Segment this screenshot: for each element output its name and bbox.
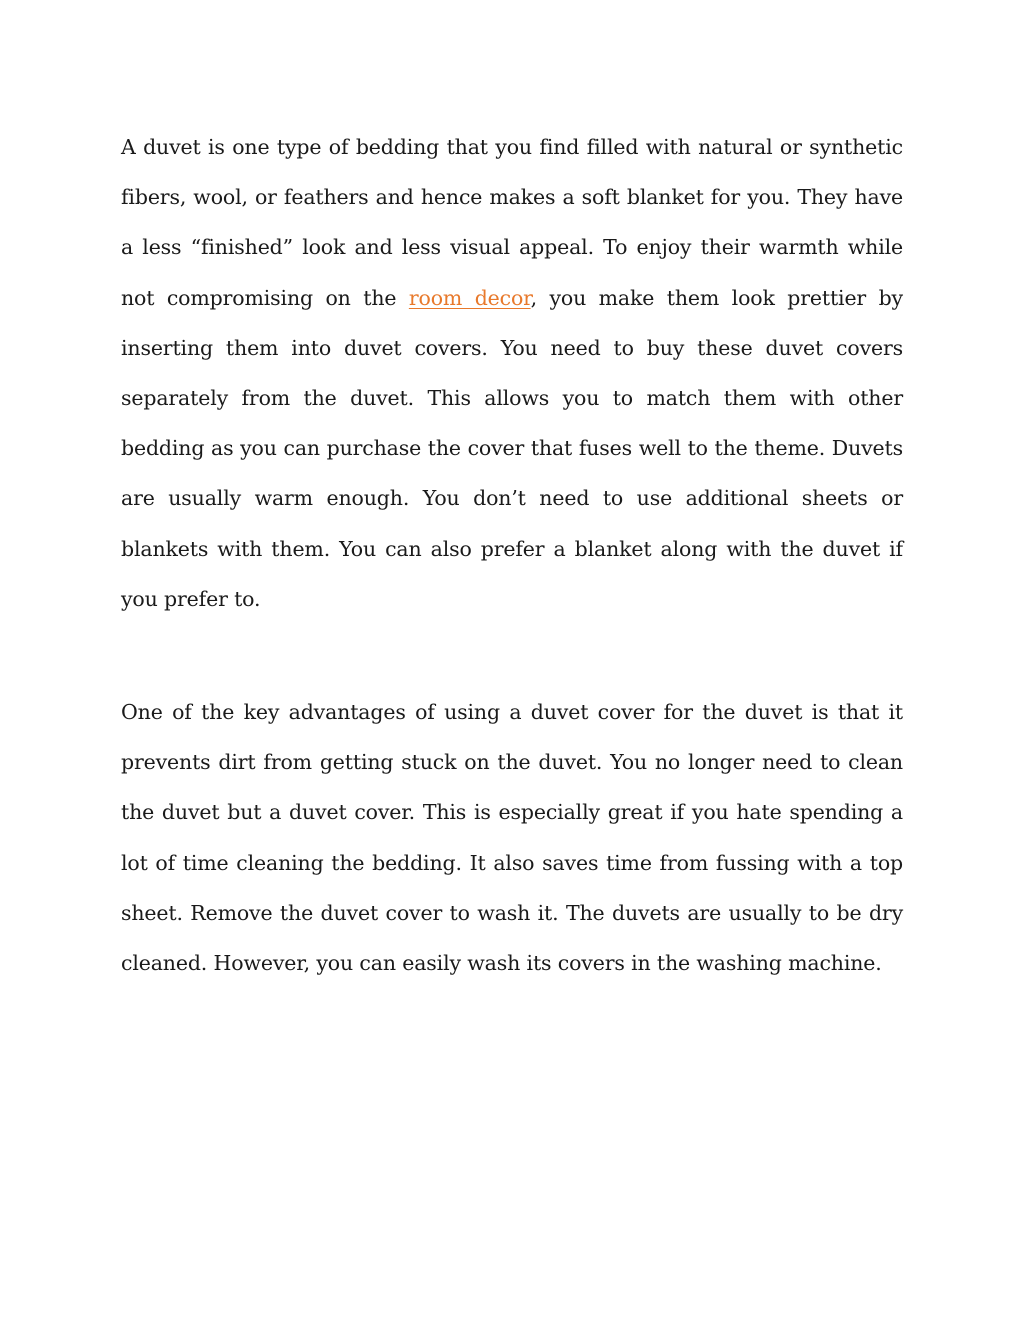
paragraph-1-text-end: , you make them look prettier by inserting them into duvet covers. You need to buy these duvet covers separately from the duvet. This allows you to match them with other bedding as you can purchase the cover that fuses well to the theme. Duvets are usually warm enough. You don’t need to use additional sheets or blankets with them. You can also prefer a blanket along with the duvet if you prefer to. bbox=[121, 285, 903, 611]
paragraph-1-text-start: A duvet is one type of bedding that you find filled with natural or synthetic fibers, wool, or feathers and hence makes a soft blanket for you. They have a less “finished” look and less visual appeal. To enjoy their warmth while not compromising on the bbox=[121, 135, 903, 310]
document-body bbox=[121, 122, 903, 988]
room-decor-link[interactable]: room decor bbox=[408, 285, 531, 310]
paragraph-duvet-description bbox=[121, 122, 903, 624]
paragraph-duvet-cover-advantages: One of the key advantages of using a duvet cover for the duvet is that it prevents dirt from getting stuck on the duvet. You no longer need to clean the duvet but a duvet cover. This is especially great if you hate spending a lot of time cleaning the bedding. It also saves time from fussing with a top sheet. Remove the duvet cover to wash it. The duvets are usually to be dry cleaned. However, you can easily wash its covers in the washing machine. bbox=[121, 700, 903, 976]
